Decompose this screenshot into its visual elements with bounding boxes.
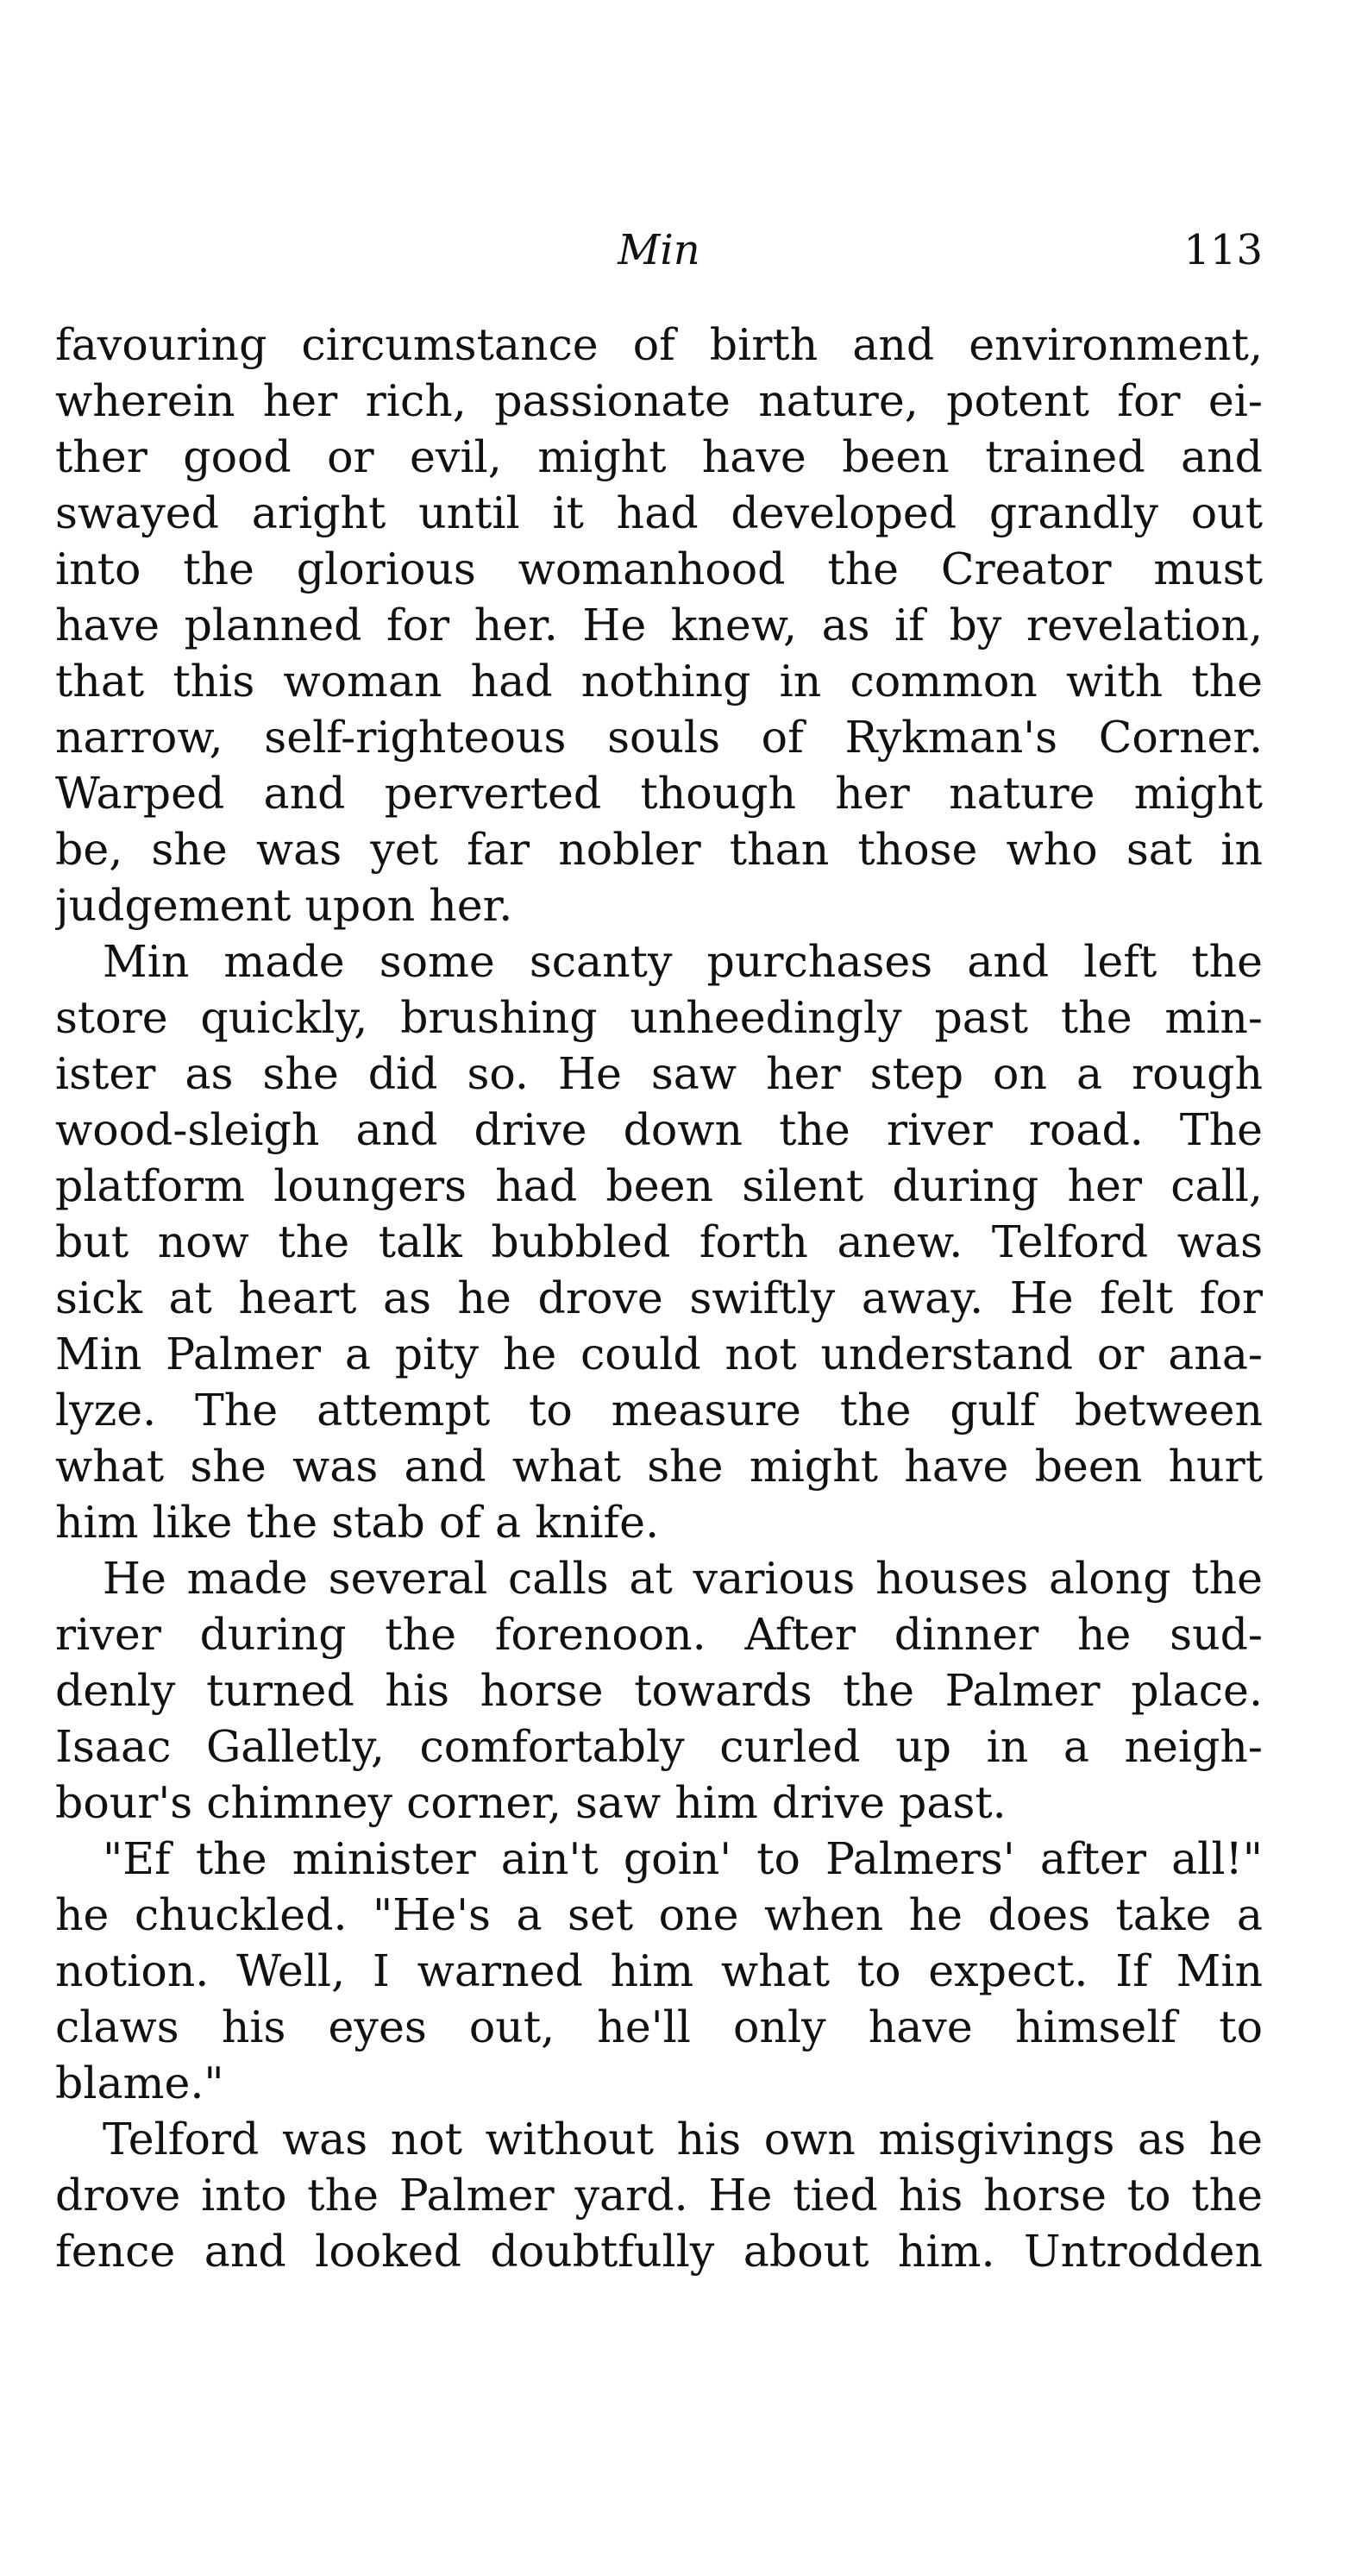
paragraph	[55, 1831, 1263, 2111]
text-line: lyze. The attempt to measure the gulf between	[55, 1385, 1263, 1436]
text-line: "Ef the minister ain't goin' to Palmers' after all!"	[103, 1833, 1263, 1884]
text-line: bour's chimney corner, saw him drive past.	[55, 1777, 1007, 1828]
text-line: wherein her rich, passionate nature, potent for ei-	[55, 375, 1263, 426]
running-title: Min	[618, 226, 700, 274]
paragraph	[55, 2111, 1263, 2279]
text-line: Min Palmer a pity he could not understand or ana-	[55, 1329, 1263, 1379]
text-line: but now the talk bubbled forth anew. Telford was	[55, 1216, 1263, 1267]
text-line: wood-sleigh and drive down the river road. The	[55, 1104, 1263, 1155]
text-line: him like the stab of a knife.	[55, 1497, 660, 1548]
text-line: judgement upon her.	[55, 880, 513, 931]
text-line: what she was and what she might have been hurt	[55, 1441, 1263, 1492]
text-line: be, she was yet far nobler than those who sat in	[55, 824, 1263, 875]
text-line: fence and looked doubtfully about him. Untrodden	[55, 2226, 1263, 2277]
text-line: ther good or evil, might have been trained and	[55, 431, 1263, 482]
page-number: 113	[1183, 226, 1263, 274]
text-line: narrow, self-righteous souls of Rykman's Corner.	[55, 712, 1263, 763]
text-line: drove into the Palmer yard. He tied his horse to the	[55, 2170, 1263, 2221]
text-line: blame."	[55, 2058, 224, 2108]
text-line: Isaac Galletly, comfortably curled up in a neigh-	[55, 1721, 1263, 1772]
text-line: swayed aright until it had developed grandly out	[55, 487, 1263, 538]
text-line: notion. Well, I warned him what to expect. If Min	[55, 1945, 1263, 1996]
text-line: that this woman had nothing in common with the	[55, 656, 1263, 707]
text-line: Warped and perverted though her nature might	[55, 768, 1263, 819]
paragraph	[55, 933, 1263, 1550]
running-header	[55, 216, 1263, 285]
text-line: ister as she did so. He saw her step on a rough	[55, 1048, 1263, 1099]
text-line: store quickly, brushing unheedingly past the min-	[55, 992, 1263, 1043]
text-line: platform loungers had been silent during her call,	[55, 1160, 1263, 1211]
text-line: Telford was not without his own misgivings as he	[103, 2114, 1263, 2164]
text-line: have planned for her. He knew, as if by revelation,	[55, 600, 1263, 650]
text-line: He made several calls at various houses along the	[103, 1553, 1263, 1604]
body-text	[55, 317, 1263, 2279]
text-line: he chuckled. "He's a set one when he does take a	[55, 1889, 1263, 1940]
paragraph	[55, 317, 1263, 933]
text-line: sick at heart as he drove swiftly away. He felt for	[55, 1272, 1263, 1323]
text-line: river during the forenoon. After dinner he sud-	[55, 1609, 1263, 1660]
text-line: into the glorious womanhood the Creator must	[55, 543, 1263, 594]
text-line: denly turned his horse towards the Palmer place.	[55, 1665, 1263, 1716]
text-line: Min made some scanty purchases and left the	[103, 936, 1263, 987]
paragraph	[55, 1550, 1263, 1831]
text-line: favouring circumstance of birth and environment,	[55, 319, 1263, 370]
text-line: claws his eyes out, he'll only have himself to	[55, 2001, 1263, 2052]
